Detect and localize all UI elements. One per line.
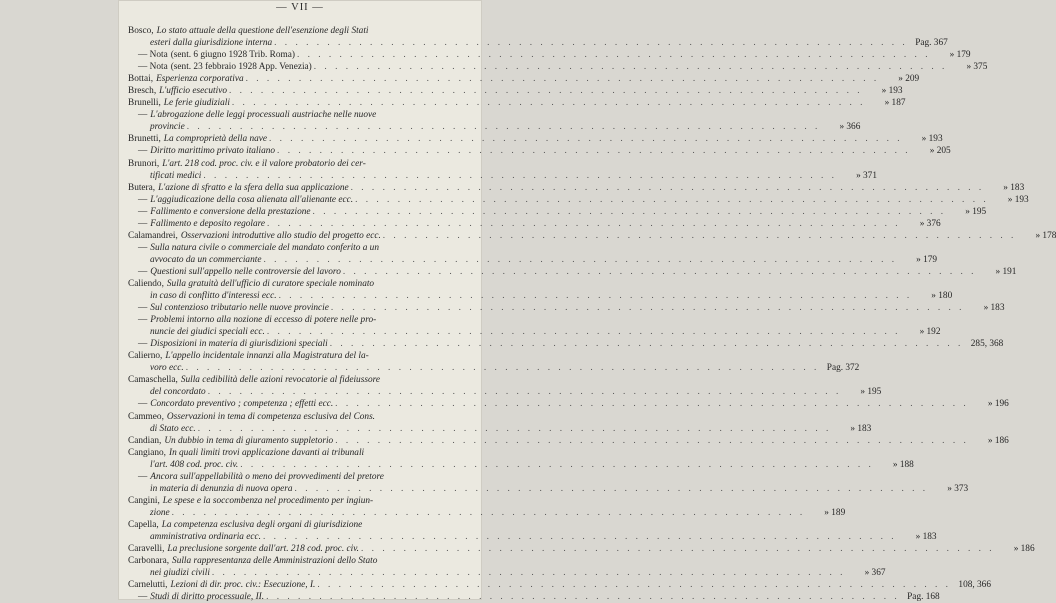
entry-author: — Nota: [138, 50, 168, 61]
dot-leader: . . . . . . . . . . . . . . . . . . . . . . . . . . . . . . . . . . . . . . . . . . . . . . . . . . . . . . . . . . . .: [317, 580, 951, 591]
entry-title: L'abrogazione delle leggi processuali austriache nelle nuove: [150, 110, 377, 121]
page-reference: » 193: [1007, 194, 1029, 205]
index-entry-line: [128, 411, 474, 423]
page-reference: 108, 366: [958, 580, 991, 591]
entry-title: di Stato ecc.: [150, 423, 196, 434]
entry-title: Fallimento e deposito regolare: [150, 218, 266, 229]
dot-leader: . . . . . . . . . . . . . . . . . . . . . . . . . . . . . . . . . . . . . . . . . . . . . . . . . . . . . . . . . . . .: [263, 254, 898, 265]
index-entry-line: [128, 362, 860, 374]
page-reference: 285, 368: [970, 339, 1004, 350]
entry-title: Le ferie giudiziali: [163, 98, 230, 109]
entry-title: L'art. 218 cod. proc. civ. e il valore probatorio dei cer-: [162, 158, 366, 169]
page-reference: » 187: [884, 98, 906, 109]
entry-title: Osservazioni introduttive allo studio del progetto ecc.: [180, 230, 381, 241]
entry-title: Studi di diritto processuale, II.: [150, 592, 265, 603]
entry-title: Un dubbio in tema di giuramento suppletorio: [164, 435, 334, 446]
index-entry-line: [128, 398, 1009, 410]
entry-title: Sulla natura civile o commerciale del mandato conferito a un: [150, 242, 379, 253]
page-reference: » 209: [898, 74, 920, 85]
page-reference: » 376: [919, 218, 941, 229]
entry-title: Ancora sull'appellabilità o meno dei provvedimenti del pretore: [150, 471, 384, 482]
entry-title: Sulla gratuità dell'ufficio di curatore speciale nominato: [166, 278, 375, 289]
entry-title: in materia di denunzia di nuova opera: [150, 483, 293, 494]
entry-author: —: [138, 110, 148, 121]
dot-leader: . . . . . . . . . . . . . . . . . . . . . . . . . . . . . . . . . . . . . . . . . . . . . . . . . . . . . . . . . . . .: [350, 182, 985, 193]
dot-leader: . . . . . . . . . . . . . . . . . . . . . . . . . . . . . . . . . . . . . . . . . . . . . . . . . . . . . . . . . . . .: [203, 170, 837, 181]
entry-title: Diritto marittimo privato italiano: [150, 146, 276, 157]
entry-author: Capella,: [128, 519, 159, 530]
entry-title: (sent. 23 febbraio 1928 App. Venezia): [170, 62, 312, 73]
index-entry-line: [128, 435, 1009, 447]
dot-leader: . . . . . . . . . . . . . . . . . . . . . . . . . . . . . . . . . . . . . . . . . . . . . . . . . . . . . . . . . . . .: [197, 423, 832, 434]
entry-title: L'ufficio esecutivo: [159, 86, 227, 97]
entry-author: Cangini,: [128, 495, 160, 506]
dot-leader: . . . . . . . . . . . . . . . . . . . . . . . . . . . . . . . . . . . . . . . . . . . . . . . . . . . . . . . . . . . .: [231, 98, 866, 109]
index-entry-line: [128, 266, 1017, 278]
index-entry-line: [128, 555, 474, 567]
index-entries: [128, 25, 1056, 603]
index-entry-line: [128, 25, 474, 37]
index-entry-line: [128, 218, 941, 230]
entry-title: Sulla rappresentanza delle Amministrazioni dello Stato: [172, 556, 378, 567]
dot-leader: . . . . . . . . . . . . . . . . . . . . . . . . . . . . . . . . . . . . . . . . . . . . . . . . . . . . . . . . . . . .: [171, 507, 806, 518]
index-entry-line: [128, 507, 846, 519]
index-entry-line: [128, 543, 1035, 555]
entry-author: Caravelli,: [128, 544, 165, 555]
entry-title: Sulla cedibilità delle azioni revocatorie al fideiussore: [180, 375, 380, 386]
index-entry-line: [128, 519, 474, 531]
page-reference: » 183: [1003, 182, 1025, 193]
dot-leader: . . . . . . . . . . . . . . . . . . . . . . . . . . . . . . . . . . . . . . . . . . . . . . . . . . . . . . . . . . . .: [228, 86, 863, 97]
page-reference: » 179: [949, 50, 971, 61]
index-entry-line: [128, 579, 991, 591]
index-entry-line: [128, 423, 872, 435]
entry-author: —: [138, 315, 148, 326]
page-reference: » 178: [1035, 230, 1056, 241]
entry-title: Fallimento e conversione della prestazione: [150, 206, 311, 217]
page-reference: » 375: [966, 62, 988, 73]
dot-leader: . . . . . . . . . . . . . . . . . . . . . . . . . . . . . . . . . . . . . . . . . . . . . . . . . . . . . . . . . . . .: [330, 303, 965, 314]
index-entry-line: [128, 459, 914, 471]
entry-title: provincie: [150, 122, 185, 133]
index-entry-line: [128, 37, 948, 49]
dot-leader: . . . . . . . . . . . . . . . . . . . . . . . . . . . . . . . . . . . . . . . . . . . . . . . . . . . . . . . . . . . .: [274, 38, 908, 49]
entry-author: Brunelli,: [128, 98, 161, 109]
entry-author: Calierno,: [128, 351, 163, 362]
dot-leader: . . . . . . . . . . . . . . . . . . . . . . . . . . . . . . . . . . . . . . . . . . . . . . . . . . . . . . . . . . . .: [245, 74, 880, 85]
entry-author: Camaschella,: [128, 375, 178, 386]
dot-leader: . . . . . . . . . . . . . . . . . . . . . . . . . . . . . . . . . . . . . . . . . . . . . . . . . . . . . . . . . . . .: [269, 134, 903, 145]
entry-title: tificati medici: [150, 170, 202, 181]
page-reference: » 205: [929, 146, 951, 157]
page-reference: Pag. 168: [907, 592, 940, 603]
dot-leader: . . . . . . . . . . . . . . . . . . . . . . . . . . . . . . . . . . . . . . . . . . . . . . . . . . . . . . . . . . . .: [207, 387, 842, 398]
index-entry-line: [128, 302, 1005, 314]
page-reference: » 188: [892, 459, 914, 470]
entry-title: Questioni sull'appello nelle controversie del lavoro: [150, 266, 341, 277]
page-reference: » 371: [856, 170, 877, 181]
entry-author: —: [138, 206, 148, 217]
page-reference: » 186: [987, 435, 1009, 446]
page-reference: » 195: [965, 206, 987, 217]
entry-author: —: [138, 194, 148, 205]
index-entry-line: [128, 338, 1004, 350]
page-reference: » 196: [987, 399, 1009, 410]
index-entry-line: [128, 290, 953, 302]
entry-title: L'aggiudicazione della cosa alienata all'alienante ecc.: [150, 194, 354, 205]
index-entry-line: [128, 314, 474, 326]
page-reference: » 186: [1013, 544, 1035, 555]
page-reference: » 193: [921, 134, 943, 145]
entry-title: (sent. 6 giugno 1928 Trib. Roma): [170, 50, 295, 61]
entry-title: L'azione di sfratto e la sfera della sua applicazione: [158, 182, 349, 193]
entry-title: Problemi intorno alla nozione di eccesso di potere nelle pro-: [150, 315, 377, 326]
entry-title: avvocato da un commerciante: [150, 254, 262, 265]
entry-title: Le spese e la soccombenza nel procedimento per ingiun-: [162, 495, 374, 506]
dot-leader: . . . . . . . . . . . . . . . . . . . . . . . . . . . . . . . . . . . . . . . . . . . . . . . . . . . . . . . . . . . .: [296, 50, 931, 61]
entry-title: voro ecc.: [150, 363, 184, 374]
index-entry-line: [128, 61, 988, 73]
page-reference: » 192: [919, 327, 941, 338]
page-number-header: — VII —: [276, 2, 324, 13]
entry-title: Concordato preventivo ; competenza ; effetti ecc.: [150, 399, 334, 410]
entry-title: La preclusione sorgente dall'art. 218 cod. proc. civ.: [167, 544, 360, 555]
entry-title: zione: [150, 507, 170, 518]
entry-title: Lo stato attuale della questione dell'esenzione degli Stati: [156, 26, 369, 36]
dot-leader: . . . . . . . . . . . . . . . . . . . . . . . . . . . . . . . . . . . . . . . . . . . . . . . . . . . . . . . . . . . .: [355, 194, 989, 205]
index-entry-line: [128, 242, 474, 254]
index-entry-line: [128, 170, 877, 182]
entry-author: Bosco,: [128, 26, 154, 36]
index-entry-line: [128, 531, 937, 543]
index-entry-line: [128, 495, 474, 507]
page-reference: » 179: [916, 254, 938, 265]
entry-author: —: [138, 242, 148, 253]
index-entry-line: [128, 109, 474, 121]
entry-author: —: [138, 218, 148, 229]
index-entry-line: [128, 350, 474, 362]
dot-leader: . . . . . . . . . . . . . . . . . . . . . . . . . . . . . . . . . . . . . . . . . . . . . . . . . . . . . . . . . . . .: [266, 327, 901, 338]
index-entry-line: [128, 73, 920, 85]
index-entry-line: [128, 254, 938, 266]
index-entry-line: [128, 230, 1056, 242]
entry-title: Osservazioni in tema di competenza esclusiva del Cons.: [166, 411, 376, 422]
entry-title: In quali limiti trovi applicazione davanti ai tribunali: [168, 447, 365, 458]
entry-author: Cangiano,: [128, 447, 166, 458]
entry-author: Candian,: [128, 435, 162, 446]
entry-title: Esperienza corporativa: [156, 74, 244, 85]
dot-leader: . . . . . . . . . . . . . . . . . . . . . . . . . . . . . . . . . . . . . . . . . . . . . . . . . . . . . . . . . . . .: [278, 291, 913, 302]
index-entry-line: [128, 326, 941, 338]
index-entry-line: [128, 49, 971, 61]
index-entry-line: [128, 145, 951, 157]
entry-title: l'art. 408 cod. proc. civ.: [150, 459, 239, 470]
page-reference: Pag. 372: [826, 363, 860, 374]
entry-title: nei giudizi civili: [150, 568, 210, 579]
entry-author: Cammeo,: [128, 411, 164, 422]
dot-leader: . . . . . . . . . . . . . . . . . . . . . . . . . . . . . . . . . . . . . . . . . . . . . . . . . . . . . . . . . . . .: [262, 531, 897, 542]
entry-title: amministrativa ordinaria ecc.: [150, 531, 261, 542]
index-entry-line: [128, 85, 903, 97]
entry-title: L'appello incidentale innanzi alla Magistratura del la-: [165, 351, 369, 362]
entry-author: —: [138, 266, 148, 277]
index-entry-line: [128, 567, 886, 579]
dot-leader: . . . . . . . . . . . . . . . . . . . . . . . . . . . . . . . . . . . . . . . . . . . . . . . . . . . . . . . . . . . .: [294, 483, 929, 494]
dot-leader: . . . . . . . . . . . . . . . . . . . . . . . . . . . . . . . . . . . . . . . . . . . . . . . . . . . . . . . . . . . .: [211, 568, 846, 579]
index-entry-line: [128, 158, 474, 170]
dot-leader: . . . . . . . . . . . . . . . . . . . . . . . . . . . . . . . . . . . . . . . . . . . . . . . . . . . . . . . . . . . .: [267, 218, 901, 229]
index-entry-line: [128, 374, 474, 386]
page-reference: » 183: [850, 423, 872, 434]
page-reference: » 191: [995, 266, 1017, 277]
entry-author: —: [138, 146, 148, 157]
entry-title: La comproprietà della nave: [163, 134, 267, 145]
index-entry-line: [128, 447, 474, 459]
entry-author: — Nota: [138, 62, 168, 73]
index-entry-line: [128, 182, 1025, 194]
page-reference: » 195: [860, 387, 882, 398]
index-page: [118, 0, 1056, 603]
index-entry-line: [128, 483, 969, 495]
index-entry-line: [128, 278, 474, 290]
page-reference: » 189: [824, 507, 846, 518]
page-reference: » 183: [915, 531, 937, 542]
page-reference: » 366: [839, 122, 861, 133]
entry-author: Bottai,: [128, 74, 154, 85]
page-reference: » 367: [864, 568, 886, 579]
dot-leader: . . . . . . . . . . . . . . . . . . . . . . . . . . . . . . . . . . . . . . . . . . . . . . . . . . . . . . . . . . . .: [277, 146, 911, 157]
dot-leader: . . . . . . . . . . . . . . . . . . . . . . . . . . . . . . . . . . . . . . . . . . . . . . . . . . . . . . . . . . . .: [266, 592, 900, 603]
entry-title: in caso di conflitto d'interessi ecc.: [150, 291, 277, 302]
entry-title: Sul contenzioso tributario nelle nuove provincie: [150, 303, 329, 314]
entry-author: —: [138, 592, 148, 603]
entry-title: del concordato: [150, 387, 206, 398]
dot-leader: . . . . . . . . . . . . . . . . . . . . . . . . . . . . . . . . . . . . . . . . . . . . . . . . . . . . . . . . . . . .: [313, 62, 948, 73]
entry-title: Disposizioni in materia di giurisdizioni speciali: [150, 339, 328, 350]
page-reference: » 373: [947, 483, 969, 494]
dot-leader: . . . . . . . . . . . . . . . . . . . . . . . . . . . . . . . . . . . . . . . . . . . . . . . . . . . . . . . . . . . .: [329, 339, 964, 350]
dot-leader: . . . . . . . . . . . . . . . . . . . . . . . . . . . . . . . . . . . . . . . . . . . . . . . . . . . . . . . . . . . .: [361, 544, 995, 555]
dot-leader: . . . . . . . . . . . . . . . . . . . . . . . . . . . . . . . . . . . . . . . . . . . . . . . . . . . . . . . . . . . .: [382, 230, 1017, 241]
entry-author: Carbonara,: [128, 556, 170, 567]
entry-title: La competenza esclusiva degli organi di giurisdizione: [161, 519, 363, 530]
page-reference: » 193: [881, 86, 903, 97]
entry-author: Brunori,: [128, 158, 160, 169]
index-entry-line: [128, 133, 943, 145]
entry-author: Carnelutti,: [128, 580, 168, 591]
index-entry-line: [128, 194, 1029, 206]
entry-author: Butera,: [128, 182, 156, 193]
page-reference: Pag. 367: [915, 38, 948, 49]
entry-title: Lezioni di dir. proc. civ.: Esecuzione, I.: [170, 580, 316, 591]
entry-title: esteri dalla giurisdizione interna: [150, 38, 273, 49]
dot-leader: . . . . . . . . . . . . . . . . . . . . . . . . . . . . . . . . . . . . . . . . . . . . . . . . . . . . . . . . . . . .: [186, 122, 821, 133]
entry-author: Caliendo,: [128, 278, 164, 289]
index-entry-line: [128, 591, 940, 603]
entry-author: —: [138, 339, 148, 350]
dot-leader: . . . . . . . . . . . . . . . . . . . . . . . . . . . . . . . . . . . . . . . . . . . . . . . . . . . . . . . . . . . .: [312, 206, 947, 217]
index-entry-line: [128, 121, 861, 133]
entry-author: —: [138, 303, 148, 314]
entry-title: nuncie dei giudici speciali ecc.: [150, 327, 265, 338]
index-entry-line: [128, 97, 906, 109]
entry-author: Calamandrei,: [128, 230, 178, 241]
entry-author: —: [138, 471, 148, 482]
entry-author: Bresch,: [128, 86, 157, 97]
index-entry-line: [128, 471, 474, 483]
index-entry-line: [128, 206, 987, 218]
dot-leader: . . . . . . . . . . . . . . . . . . . . . . . . . . . . . . . . . . . . . . . . . . . . . . . . . . . . . . . . . . . .: [335, 399, 969, 410]
page-reference: » 180: [931, 291, 953, 302]
dot-leader: . . . . . . . . . . . . . . . . . . . . . . . . . . . . . . . . . . . . . . . . . . . . . . . . . . . . . . . . . . . .: [185, 363, 820, 374]
dot-leader: . . . . . . . . . . . . . . . . . . . . . . . . . . . . . . . . . . . . . . . . . . . . . . . . . . . . . . . . . . . .: [240, 459, 874, 470]
dot-leader: . . . . . . . . . . . . . . . . . . . . . . . . . . . . . . . . . . . . . . . . . . . . . . . . . . . . . . . . . . . .: [342, 266, 977, 277]
index-entry-line: [128, 386, 882, 398]
page-reference: » 183: [983, 303, 1005, 314]
dot-leader: . . . . . . . . . . . . . . . . . . . . . . . . . . . . . . . . . . . . . . . . . . . . . . . . . . . . . . . . . . . .: [335, 435, 969, 446]
entry-author: Brunetti,: [128, 134, 161, 145]
entry-author: —: [138, 399, 148, 410]
